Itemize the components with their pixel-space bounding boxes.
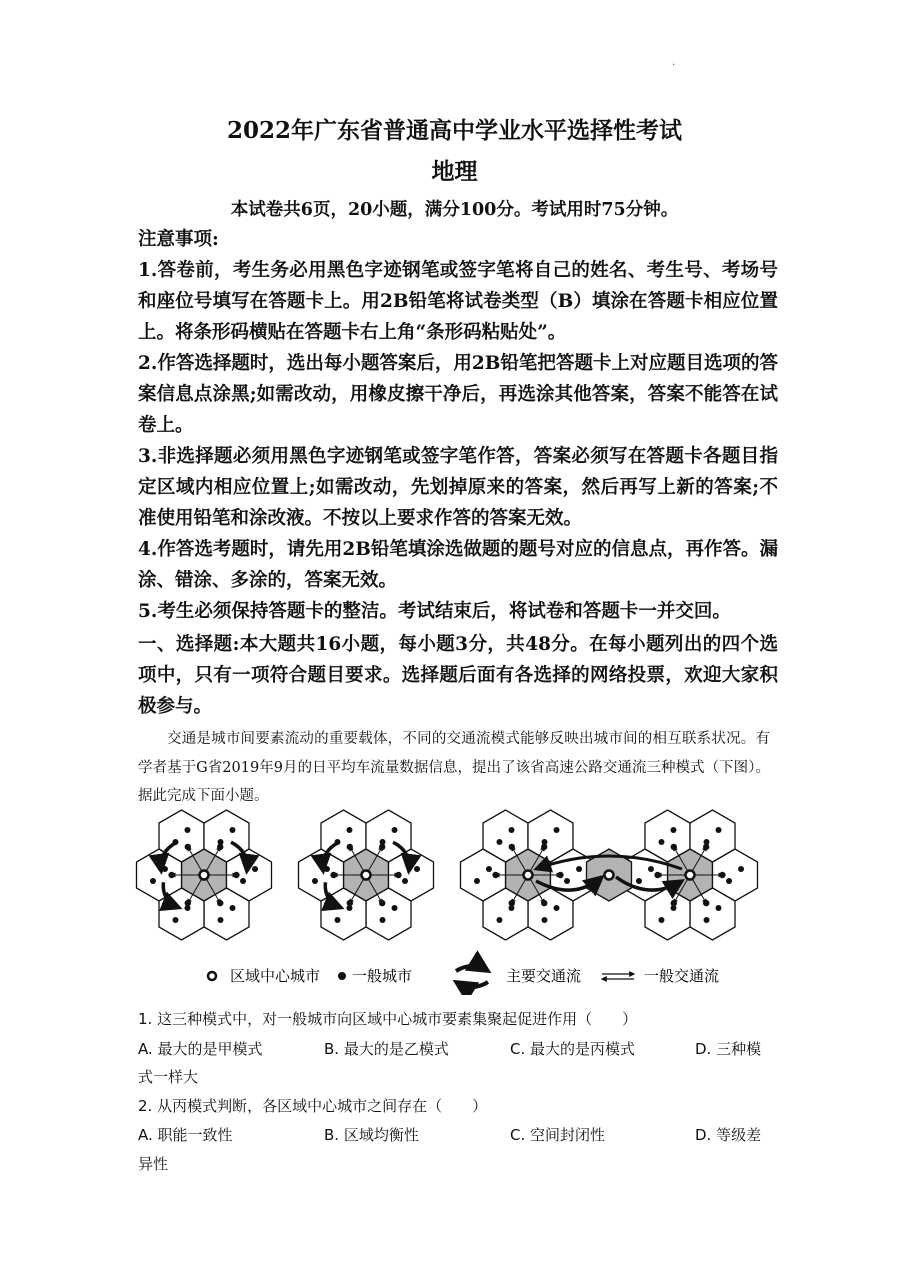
exam-subject: 地理	[431, 158, 478, 185]
note-item-5: 5.考生必须保持答题卡的整洁。考试结束后，将试卷和答题卡一并交回。	[138, 601, 731, 622]
q2-option-b[interactable]: B. 区域均衡性	[324, 1126, 419, 1144]
legend-center-city-label: 区域中心城市	[230, 968, 321, 985]
q1-option-d[interactable]: D. 三种模	[695, 1040, 762, 1058]
diagram-legend	[208, 966, 719, 987]
mode-panel-3-right	[623, 810, 758, 940]
exam-title: 2022年广东省普通高中学业水平选择性考试	[226, 117, 682, 144]
legend-general-city-label: 一般城市	[352, 968, 413, 985]
mode-panel-3-left	[461, 810, 596, 940]
q1-option-c[interactable]: C. 最大的是丙模式	[510, 1040, 636, 1058]
legend-main-flow-icon	[456, 966, 488, 987]
note-item-1: 1.答卷前，考生务必用黑色字迹钢笔或签字笔将自己的姓名、考生号、考场号和座位号填写在答题卡上。用2B铅笔将试卷类型（B）填涂在答题卡相应位置上。将条形码横贴在答题卡右上角“条形码粘贴处”。	[138, 260, 778, 343]
legend-general-flow-icon	[602, 974, 634, 979]
note-item-2: 2.作答选择题时，选出每小题答案后，用2B铅笔把答题卡上对应题目选项的答案信息点涂黑;如需改动，用橡皮擦干净后，再选涂其他答案，答案不能答在试卷上。	[138, 353, 778, 436]
traffic-flow-diagram	[134, 805, 774, 995]
page-dot: ·	[672, 60, 676, 71]
note-item-3: 3.非选择题必须用黑色字迹钢笔或签字笔作答，答案必须写在答题卡各题目指定区域内相应位置上;如需改动，先划掉原来的答案，然后再写上新的答案;不准使用铅笔和涂改液。不按以上要求作答的答案无效。	[138, 446, 778, 529]
q1-option-d-wrap: 式一样大	[138, 1068, 199, 1086]
legend-general-city-icon	[338, 972, 346, 980]
mode-panel-2	[299, 810, 434, 940]
mode-panel-1	[137, 810, 272, 940]
section-heading: 一、选择题:本大题共16小题，每小题3分，共48分。在每小题列出的四个选项中，只有一项符合题目要求。选择题后面有各选择的网络投票，欢迎大家积极参与。	[138, 634, 778, 717]
q2-option-d[interactable]: D. 等级差	[695, 1126, 762, 1144]
q2-option-a[interactable]: A. 职能一致性	[138, 1126, 233, 1144]
q1-option-b[interactable]: B. 最大的是乙模式	[324, 1040, 449, 1058]
exam-info: 本试卷共6页，20小题，满分100分。考试用时75分钟。	[230, 200, 679, 220]
q1-option-a[interactable]: A. 最大的是甲模式	[138, 1040, 263, 1058]
legend-general-flow-label: 一般交通流	[644, 968, 720, 985]
notes-heading: 注意事项:	[138, 229, 219, 250]
reading-passage: 交通是城市间要素流动的重要载体，不同的交通流模式能够反映出城市间的相互联系状况。有学者基于G省2019年9月的日平均车流量数据信息，提出了该省高速公路交通流三种模式（下图）。据此完成下面小题。	[138, 731, 770, 804]
legend-center-city-icon	[208, 972, 216, 980]
q2-option-c[interactable]: C. 空间封闭性	[510, 1126, 606, 1144]
legend-main-flow-label: 主要交通流	[506, 968, 582, 985]
note-item-4: 4.作答选考题时，请先用2B铅笔填涂选做题的题号对应的信息点，再作答。漏涂、错涂、多涂的，答案无效。	[138, 539, 778, 591]
question-1-stem: 1. 这三种模式中，对一般城市向区域中心城市要素集聚起促进作用（ ）	[138, 1010, 638, 1028]
q2-option-d-wrap: 异性	[138, 1155, 169, 1173]
question-2-stem: 2. 从丙模式判断，各区域中心城市之间存在（ ）	[138, 1097, 488, 1115]
